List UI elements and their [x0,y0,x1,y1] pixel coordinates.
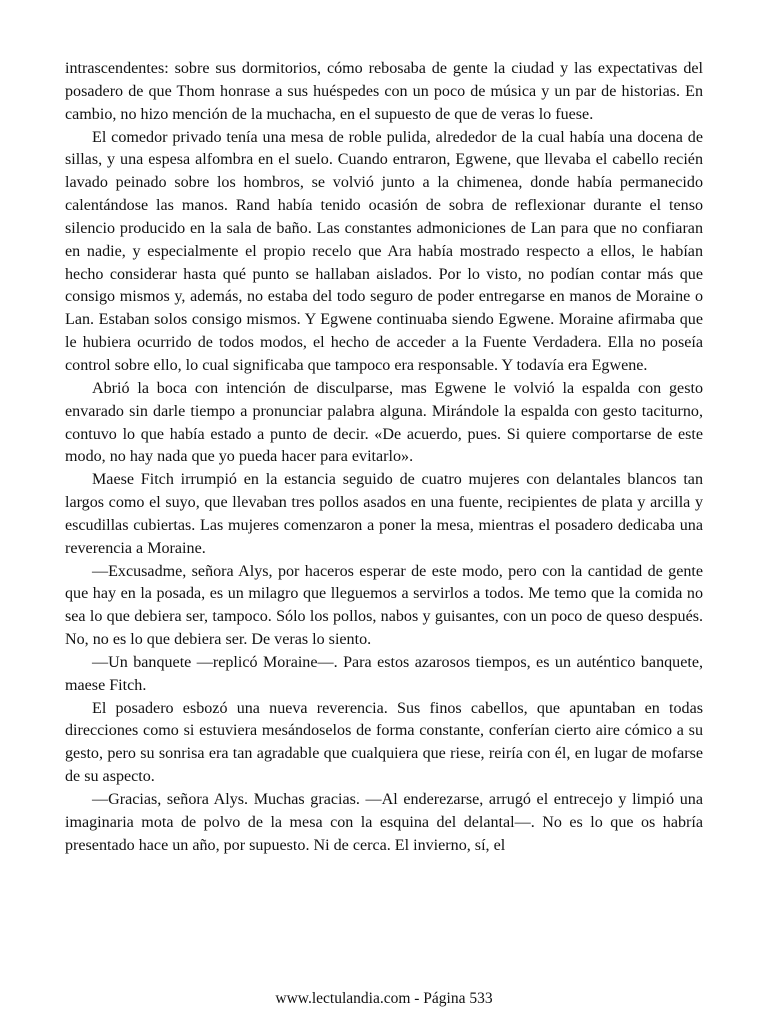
paragraph-1: intrascendentes: sobre sus dormitorios, cómo rebosaba de gente la ciudad y las expectativas del posadero de que Thom honrase a sus huéspedes con un poco de música y un par de historias. En cambio, no hizo mención de la muchacha, en el supuesto de que de veras lo fuese. [65,60,703,123]
paragraph-2: El comedor privado tenía una mesa de roble pulida, alrededor de la cual había una docena de sillas, y una espesa alfombra en el suelo. Cuando entraron, Egwene, que llevaba el cabello recién lavado peinado sobre los hombros, se volvió junto a la chimenea, donde había permanecido calentándose las manos. Rand había tenido ocasión de sobra de reflexionar durante el tenso silencio producido en la sala de baño. Las constantes admoniciones de Lan para que no confiaran en nadie, y especialmente el propio recelo que Ara había mostrado respecto a ellos, le habían hecho considerar hasta qué punto se hallaban aislados. Por lo visto, no podían contar más que consigo mismos y, además, no estaba del todo seguro de poder entregarse en manos de Moraine o Lan. Estaban solos consigo mismos. Y Egwene continuaba siendo Egwene. Moraine afirmaba que le hubiera ocurrido de todos modos, el hecho de acceder a la Fuente Verdadera. Ella no poseía control sobre ello, lo cual significaba que tampoco era responsable. Y todavía era Egwene. [65,128,703,374]
paragraph-6: —Un banquete —replicó Moraine—. Para estos azarosos tiempos, es un auténtico banquete, maese Fitch. [65,653,703,694]
paragraph-8: —Gracias, señora Alys. Muchas gracias. —Al enderezarse, arrugó el entrecejo y limpió una imaginaria mota de polvo de la mesa con la esquina del delantal—. No es lo que os habría presentado hace un año, por supuesto. Ni de cerca. El invierno, sí, el [65,791,703,854]
paragraph-7: El posadero esbozó una nueva reverencia. Sus finos cabellos, que apuntaban en todas direcciones como si estuviera mesándoselos de forma constante, conferían cierto aire cómico a su gesto, pero su sonrisa era tan agradable que cualquiera que riese, reiría con él, en lugar de mofarse de su aspecto. [65,699,703,786]
page-body [65,58,703,858]
paragraph-5: —Excusadme, señora Alys, por haceros esperar de este modo, pero con la cantidad de gente que hay en la posada, es un milagro que lleguemos a servirlos a todos. Me temo que la comida no sea lo que debiera ser, tampoco. Sólo los pollos, nabos y guisantes, con un poco de queso después. No, no es lo que debiera ser. De veras lo siento. [65,562,703,649]
paragraph-4: Maese Fitch irrumpió en la estancia seguido de cuatro mujeres con delantales blancos tan largos como el suyo, que llevaban tres pollos asados en una fuente, recipientes de plata y arcilla y escudillas cubiertas. Las mujeres comenzaron a poner la mesa, mientras el posadero dedicaba una reverencia a Moraine. [65,471,703,557]
page-footer: www.lectulandia.com - Página 533 [275,990,493,1007]
paragraph-3: Abrió la boca con intención de disculparse, mas Egwene le volvió la espalda con gesto envarado sin darle tiempo a pronunciar palabra alguna. Mirándole la espalda con gesto taciturno, contuvo lo que había estado a punto de decir. «De acuerdo, pues. Si quiere comportarse de este modo, no hay nada que yo pueda hacer para evitarlo». [65,379,703,466]
